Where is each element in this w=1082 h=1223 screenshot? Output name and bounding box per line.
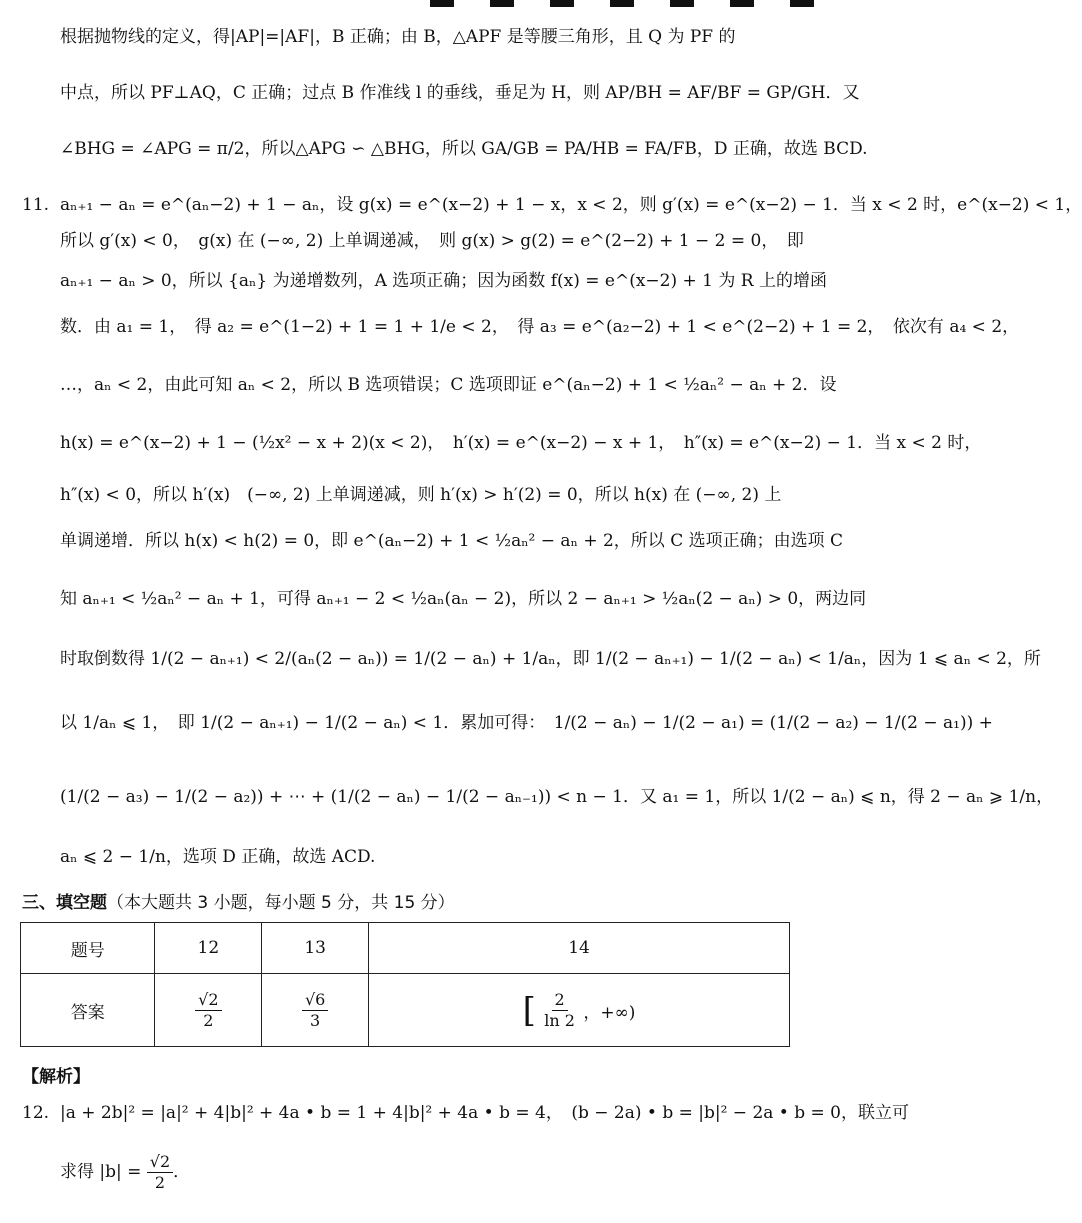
top-mark	[430, 0, 454, 7]
top-mark	[550, 0, 574, 7]
left-bracket: [	[522, 990, 536, 1030]
fraction	[147, 1152, 173, 1193]
numerator: √2	[195, 990, 221, 1011]
q11-line-8: 单调递增．所以 h(x) < h(2) = 0，即 e^(aₙ−2) + 1 < ½aₙ² − aₙ + 2，所以 C 选项正确；由选项 C	[60, 531, 844, 551]
table-cell: 14	[369, 923, 790, 974]
numerator: √2	[147, 1152, 173, 1173]
interval-rest: ，+∞)	[583, 1002, 636, 1023]
q11-line-7: h″(x) < 0，所以 h′(x) (−∞, 2) 上单调递减，则 h′(x) > h′(2) = 0，所以 h(x) 在 (−∞, 2) 上	[60, 485, 782, 505]
q12-prefix: 求得 |b| =	[60, 1162, 147, 1182]
q12-suffix: ．	[173, 1162, 191, 1182]
top-mark	[730, 0, 754, 7]
denominator: ln 2	[544, 1010, 575, 1030]
q11-line-4: 数．由 a₁ = 1， 得 a₂ = e^(1−2) + 1 = 1 + 1/e < 2， 得 a₃ = e^(a₂−2) + 1 < e^(2−2) + 1 = 2， 依次有 a₄ < 2，	[60, 317, 1020, 337]
q11-line-1: aₙ₊₁ − aₙ = e^(aₙ−2) + 1 − aₙ，设 g(x) = e^(x−2) + 1 − x，x < 2，则 g′(x) = e^(x−2) − 1．当 x < 2 时，e^(x−2) < 1，	[60, 195, 1082, 215]
q11-line-2: 所以 g′(x) < 0， g(x) 在 (−∞, 2) 上单调递减， 则 g(x) > g(2) = e^(2−2) + 1 − 2 = 0， 即	[60, 231, 804, 251]
analysis-heading: 【解析】	[22, 1067, 90, 1087]
fraction	[302, 990, 328, 1031]
denominator: 2	[154, 1173, 166, 1192]
denominator: 3	[310, 1010, 321, 1030]
table-row	[21, 974, 790, 1047]
q11-line-6: h(x) = e^(x−2) + 1 − (½x² − x + 2)(x < 2)， h′(x) = e^(x−2) − x + 1， h″(x) = e^(x−2) − 1．当 x < 2 时，	[60, 433, 982, 453]
denominator: 2	[203, 1010, 214, 1030]
table-cell: 题号	[21, 923, 155, 974]
q12-line-2	[60, 1150, 791, 1194]
top-mark	[610, 0, 634, 7]
answer-13-cell	[262, 974, 369, 1047]
answer-12-cell	[155, 974, 262, 1047]
q11-line-10: 时取倒数得 1/(2 − aₙ₊₁) < 2/(aₙ(2 − aₙ)) = 1/(2 − aₙ) + 1/aₙ，即 1/(2 − aₙ₊₁) − 1/(2 − aₙ) < 1/aₙ，因为 1 ⩽ aₙ < 2，所	[60, 649, 1041, 669]
top-decoration	[0, 0, 831, 8]
numerator: √6	[302, 990, 328, 1011]
q11-line-5: …，aₙ < 2，由此可知 aₙ < 2，所以 B 选项错误；C 选项即证 e^(aₙ−2) + 1 < ½aₙ² − aₙ + 2．设	[60, 375, 837, 395]
q12-number: 12.	[22, 1103, 50, 1123]
table-row	[21, 923, 790, 974]
table-cell: 12	[155, 923, 262, 974]
numerator: 2	[552, 990, 568, 1011]
q12-line-1: |a + 2b|² = |a|² + 4|b|² + 4a • b = 1 + 4|b|² + 4a • b = 4， (b − 2a) • b = |b|² − 2a • b = 0，联立可	[60, 1103, 909, 1123]
q11-line-9: 知 aₙ₊₁ < ½aₙ² − aₙ + 1，可得 aₙ₊₁ − 2 < ½aₙ(aₙ − 2)，所以 2 − aₙ₊₁ > ½aₙ(2 − aₙ) > 0，两边同	[60, 589, 867, 609]
top-mark	[790, 0, 814, 7]
q11-number: 11.	[22, 195, 50, 215]
fraction	[195, 990, 221, 1031]
section-3-heading	[22, 888, 455, 913]
top-mark	[490, 0, 514, 7]
q11-line-13: aₙ ⩽ 2 − 1/n，选项 D 正确，故选 ACD.	[60, 847, 376, 867]
q10-line-2: 中点，所以 PF⊥AQ，C 正确；过点 B 作准线 l 的垂线，垂足为 H，则 AP/BH = AF/BF = GP/GH．又	[60, 83, 860, 103]
top-mark	[670, 0, 694, 7]
q10-line-3: ∠BHG = ∠APG = π/2，所以△APG ∽ △BHG，所以 GA/GB = PA/HB = FA/FB，D 正确，故选 BCD.	[60, 139, 868, 159]
table-cell: 13	[262, 923, 369, 974]
q11-line-3: aₙ₊₁ − aₙ > 0，所以 {aₙ} 为递增数列，A 选项正确；因为函数 f(x) = e^(x−2) + 1 为 R 上的增函	[60, 271, 827, 291]
table-cell: 答案	[21, 974, 155, 1047]
answer-table	[20, 922, 790, 1047]
q10-line-1: 根据抛物线的定义，得|AP|=|AF|，B 正确；由 B，△APF 是等腰三角形，且 Q 为 PF 的	[60, 27, 736, 47]
q11-line-11: 以 1/aₙ ⩽ 1， 即 1/(2 − aₙ₊₁) − 1/(2 − aₙ) < 1．累加可得： 1/(2 − aₙ) − 1/(2 − a₁) = (1/(2 − a₂) − 1/(2 − a₁)) +	[60, 713, 993, 733]
answer-14-cell	[369, 974, 790, 1047]
section-3-title: 三、填空题	[22, 893, 107, 913]
q11-line-12: (1/(2 − a₃) − 1/(2 − a₂)) + ⋯ + (1/(2 − aₙ) − 1/(2 − aₙ₋₁)) < n − 1．又 a₁ = 1，所以 1/(2 − aₙ) ⩽ n，得 2 − aₙ ⩾ 1/n，	[60, 787, 1054, 807]
fraction	[541, 990, 578, 1031]
section-3-subtitle: （本大题共 3 小题，每小题 5 分，共 15 分）	[107, 893, 455, 913]
